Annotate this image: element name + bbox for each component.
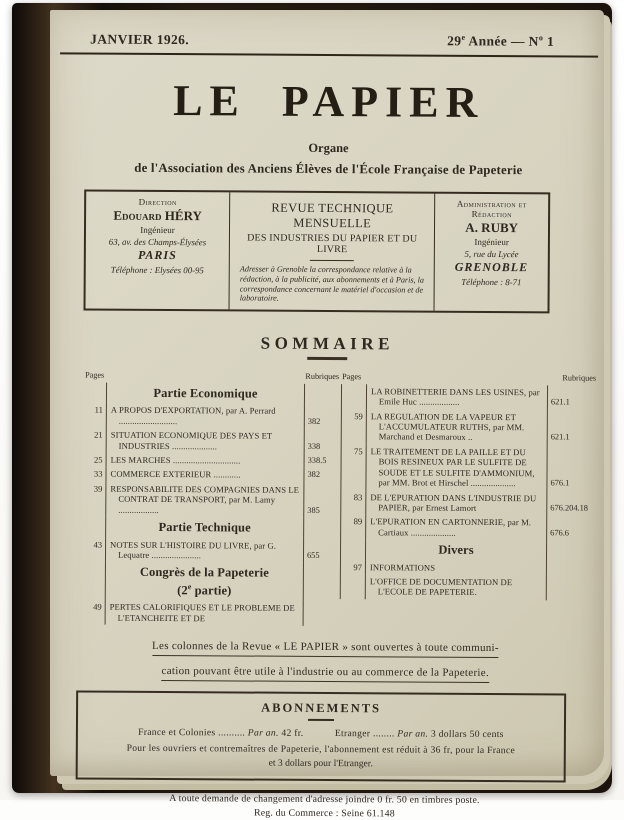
section-divers: Divers [365,539,547,561]
pages-label: Pages [342,371,362,382]
toc-entry: LA ROBINETTERIE DANS LES USINES, par Emile Huc .................. [366,384,548,410]
page-footer [47,792,601,820]
toc-page: 97 [353,561,362,572]
abonnements-reduced-rate-2: et 3 dollars pour l'Etranger. [268,757,373,769]
toc-rubrique: 382 [307,470,321,480]
journal-title: LE PAPIER [173,75,485,127]
abonnements-title: ABONNEMENTS [261,700,382,716]
toc-rubrique [304,601,340,626]
rubriques-label: Rubriques [562,373,597,383]
administration-heading: Administration et Rédaction [456,198,527,219]
toc-rubrique: 338 [307,441,321,451]
director-city: PARIS [137,247,177,262]
revue-divider [310,260,354,262]
admin-name: A. RUBY [465,219,519,235]
notice-line-1: Les colonnes de la Revue « LE PAPIER » sont ouvertes à toute communi- [152,640,499,658]
toc-page: 21 [94,429,103,440]
direction-cell [86,191,231,309]
editorial-notice [48,640,602,684]
toc-page: 59 [354,410,363,421]
toc-rubrique: 655 [306,550,320,560]
toc-entry: LA REGULATION DE LA VAPEUR ET L'ACCUMULATEUR RUTHS, par MM. Marchand et Desmaroux .. [366,409,548,445]
toc-rubrique: 676.6 [550,528,570,538]
toc-rubrique: 676.1 [550,478,570,488]
toc-entry: LES MARCHES .............................. [106,453,305,469]
sommaire-title: SOMMAIRE [260,333,394,354]
toc-rubrique: 621.1 [550,432,570,442]
toc-left-column [83,370,342,626]
toc-page [341,574,365,599]
toc-page: 75 [354,446,363,457]
toc-entry: COMMERCE EXTERIEUR ............ [105,467,304,483]
issue-date: JANVIER 1926. [90,31,190,47]
toc-entry: L'OFFICE DE DOCUMENTATION DE L'ECOLE DE PAPETERIE. [365,574,547,600]
toc-page: 49 [93,602,102,613]
toc-rubrique: 676.204.18 [550,503,589,513]
table-of-contents [83,370,599,628]
toc-rubrique [547,561,597,576]
address-change-note: A toute demande de changement d'adresse joindre 0 fr. 50 en timbres poste. [169,792,480,806]
director-role: Ingénieur [140,224,175,235]
toc-page: 25 [93,454,103,465]
toc-entry: PERTES CALORIFIQUES ET LE PROBLEME DE L'ETANCHEITE ET DE [105,600,304,626]
toc-page: 83 [353,491,363,502]
toc-rubrique: 621.1 [550,397,570,407]
revue-line1: REVUE TECHNIQUE MENSUELLE [271,200,394,230]
section-congres-papeterie: Congrès de la Papeterie (2e partie) [105,562,304,601]
toc-page: 33 [93,468,103,480]
section-partie-technique: Partie Technique [105,517,304,539]
masthead [52,24,606,50]
publication-info-box [83,189,550,313]
sommaire-underline [307,357,347,360]
subtitle-organe: Organe [308,140,349,155]
page-content [48,8,607,820]
toc-page: 11 [94,404,103,415]
issue-number: 29e Année — $N^o$ 1 [447,32,555,49]
toc-entry: NOTES SUR L'HISTOIRE DU LIVRE, par G. Lequatre ...................... [105,537,304,563]
subtitle-association: de l'Association des Anciens Élèves de l'École Française de Papeterie [134,160,523,177]
toc-entry: SITUATION ECONOMIQUE DES PAYS ET INDUSTRIES .................... [106,428,305,454]
toc-rubrique: 385 [307,505,320,515]
direction-heading: Direction [138,196,177,207]
director-name: Edouard HÉRY [113,207,202,223]
toc-page: 43 [93,539,103,550]
toc-entry: A PROPOS D'EXPORTATION, par A. Perrard .......................... [106,403,305,429]
toc-left-grid [83,382,341,626]
abonnements-box [76,691,567,782]
rubriques-label: Rubriques [305,371,340,381]
revue-cell [230,192,436,311]
correspondence-note: Adresser à Grenoble la correspondance relative à la rédaction, à la publicité, aux abonnements et à Paris, la correspondance concernant le matériel d'occasion et de laboratoire. [239,264,425,304]
toc-rubrique [547,575,597,600]
administration-cell [435,193,548,311]
admin-role: Ingénieur [474,236,509,247]
abonnements-reduced-rate: Pour les ouvriers et contremaîtres de Papeterie, l'abonnement est réduit à 36 fr, pour la France [126,742,516,756]
director-phone: Téléphone : Elysées 00-95 [110,264,204,275]
journal-cover-page [50,10,604,820]
toc-entry: RESPONSABILITE DES COMPAGNIES DANS LE CONTRAT DE TRANSPORT, par M. Lamy .................. [105,481,304,517]
pages-label: Pages [85,370,105,380]
toc-page [342,384,366,409]
toc-rubrique: 382 [307,416,321,426]
toc-entry: LE TRAITEMENT DE LA PAILLE ET DU BOIS RESINEUX PAR LE SULFITE DE SOUDE ET LE SULFITE D'AMMONIUM, par MM. Brot et Hirschel .................... [365,444,547,491]
notice-line-2: cation pouvant être utile à l'industrie ou au commerce de la Papeterie. [161,665,489,683]
toc-right-grid [340,384,598,601]
admin-phone: Téléphone : 8-71 [461,276,522,287]
admin-city: GRENOBLE [454,259,529,274]
abonnements-underline [308,719,334,721]
revue-line2: DES INDUSTRIES DU PAPIER ET DU LIVRE [247,232,418,255]
toc-entry: L'EPURATION EN CARTONNERIE, par M. Cartiaux .................... [365,515,547,541]
toc-entry: DE L'EPURATION DANS L'INDUSTRIE DU PAPIER, par Ernest Lamort [365,490,547,516]
commerce-registry: Reg. du Commerce : Seine 61.148 [253,807,395,820]
director-address: 63, av. des Champs-Élysées [108,236,207,247]
abonnements-rates: France et Colonies .......... Par an. 42 fr. Etranger ........ Par an. 3 dollars 50 cents [138,726,504,740]
section-partie-economique: Partie Economique [106,383,305,405]
toc-right-column [340,372,599,628]
toc-page: 89 [353,516,363,527]
toc-entry: INFORMATIONS [365,560,547,576]
toc-rubrique: 338.5 [307,455,327,465]
toc-page: 39 [93,483,103,494]
masthead-rule [60,52,598,57]
admin-address: 5, rue du Lycée [464,248,519,259]
